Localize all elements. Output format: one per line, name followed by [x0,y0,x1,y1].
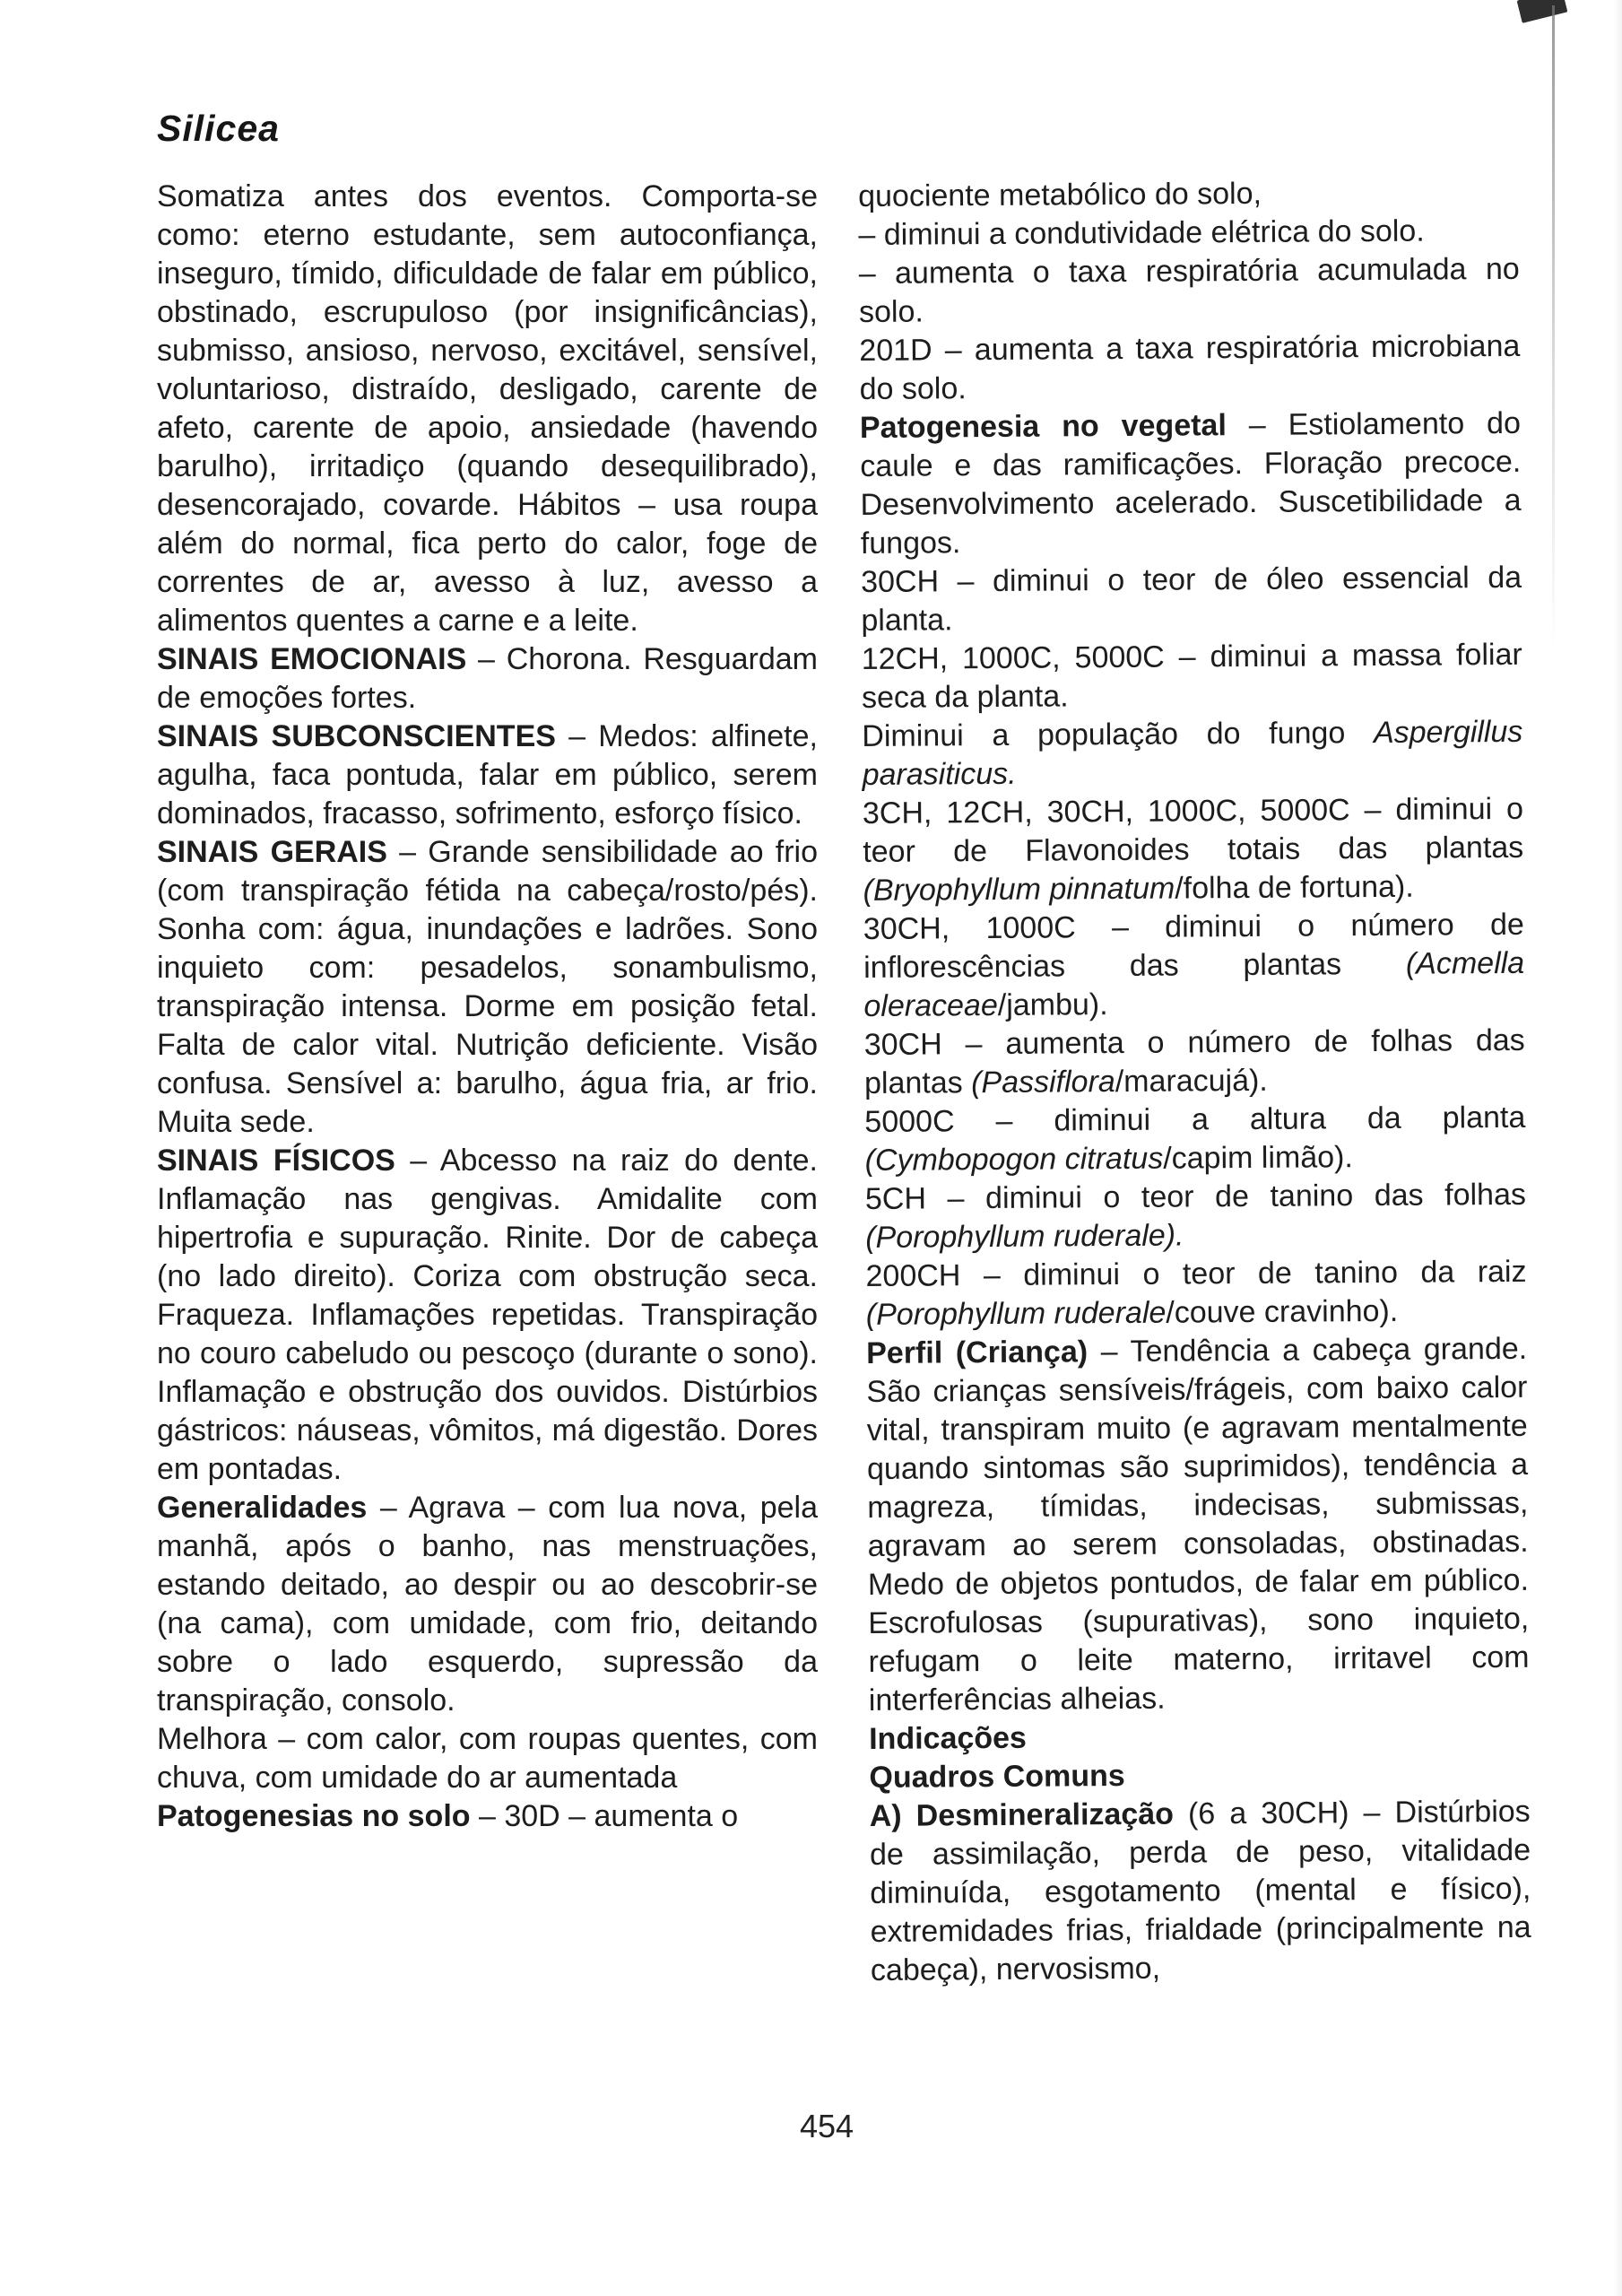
paragraph [864,1099,1526,1180]
species-name: (Acmella oleraceae [863,945,1525,1023]
paragraph [864,1022,1526,1103]
heading-text: A) Desmineralização [869,1796,1175,1833]
paragraph [858,173,1519,216]
body-text: /folha de fortuna). [1175,869,1414,906]
body-text: Somatiza antes dos eventos. Comporta-se como: eterno estudante, sem autoconfiança, inseguro, tímido, dificuldade de falar em público, obstinado, escrupuloso (por insignificâncias), submisso, ansioso, nervoso, excitável, sensível, voluntarioso, distraído, desligado, carente de afeto, carente de apoio, ansiedade (havendo barulho), irritadiço (quando desequilibrado), desencorajado, covarde. Hábitos – usa roupa além do normal, fica perto do calor, foge de correntes de ar, avesso à luz, avesso a alimentos quentes a carne e a leite. [157,179,818,638]
right-column [858,173,1531,1990]
body-text: 3CH, 12CH, 30CH, 1000C, 5000C – diminui o teor de Flavonoides totais das plantas [862,791,1524,869]
scan-edge-shadow [1613,0,1622,2296]
paragraph [157,640,818,718]
paragraph [157,178,818,640]
species-name: (Porophyllum ruderale). [865,1218,1184,1255]
paragraph [859,327,1521,409]
body-text: – Medos: alfinete, agulha, faca pontuda, falar em público, serem dominados, fracasso, sofrimento, esforço físico. [157,719,818,831]
body-text: /couve cravinho). [1166,1293,1399,1330]
left-column [157,178,818,1836]
species-name: (Cymbopogon citratus [864,1141,1164,1178]
heading-text: Quadros Comuns [869,1758,1125,1795]
paragraph [157,1797,818,1836]
paragraph [157,1142,818,1489]
body-text: 201D – aumenta a taxa respiratória microbiana do solo. [859,328,1521,406]
body-text: 5000C – diminui a altura da planta [864,1100,1526,1139]
heading-text: Indicações [869,1720,1028,1756]
heading-text: Generalidades [157,1491,368,1525]
body-text: – Grande sensibilidade ao frio (com transpiração fétida na cabeça/rosto/pés). Sonha com: água, inundações e ladrões. Sono inquieto com: pesadelos, sonambulismo, transpiração intensa. Dorme em posição fetal. Falta de calor vital. Nutrição deficiente. Visão confusa. Sensível a: barulho, água fria, ar frio. Muita sede. [157,835,818,1139]
body-text: quociente metabólico do solo, [858,176,1262,213]
paragraph [859,250,1521,332]
body-text: – diminui a condutividade elétrica do solo. [858,213,1425,252]
paragraph [157,1489,818,1720]
body-text: 5CH – diminui o teor de tanino das folhas [864,1177,1527,1216]
species-name: (Passiflora [971,1065,1115,1100]
paragraph [862,713,1523,795]
heading-text: Patogenesias no solo [157,1799,471,1833]
body-text: – Tendência a cabeça grande. São crianças sensíveis/frágeis, com baixo calor vital, transpiram muito (e agravam mentalmente quando sintomas são suprimidos), tendência a magreza, tímidas, indecisas, submissas, agravam ao serem consoladas, obstinadas. Medo de objetos pontudos, de falar em público. Escrofulosas (supurativas), sono inquieto, refugam o leite materno, irritavel com interferências alheias. [866,1331,1530,1718]
paragraph [865,1253,1527,1335]
paragraph [869,1754,1530,1797]
paragraph [869,1716,1530,1759]
body-text: – Abcesso na raiz do dente. Inflamação nas gengivas. Amidalite com hipertrofia e supuração. Rinite. Dor de cabeça (no lado direito). Coriza com obstrução seca. Fraqueza. Inflamações repetidas. Transpiração no couro cabeludo ou pescoço (durante o sono). Inflamação e obstrução dos ouvidos. Distúrbios gástricos: náuseas, vômitos, má digestão. Dores em pontadas. [157,1144,818,1486]
scan-edge-line-artifact [1552,5,1555,651]
page-title: Silicea [157,108,280,149]
body-text: 30CH – aumenta o número de folhas das plantas [863,1022,1525,1100]
heading-text: SINAIS EMOCIONAIS [157,642,467,676]
heading-text: SINAIS GERAIS [157,835,387,869]
body-text: – Chorona. Resguardam de emoções fortes. [157,642,818,715]
heading-text: Patogenesia no vegetal [859,408,1227,445]
paragraph [157,718,818,833]
heading-text: SINAIS FÍSICOS [157,1144,395,1178]
body-text: (6 a 30CH) – Distúrbios de assimilação, perda de peso, vitalidade diminuída, esgotamento (mental e físico), extremidades frias, frialdade (principalmente na cabeça), nervosismo, [869,1794,1531,1987]
paragraph [863,906,1525,1026]
species-name: (Bryophyllum pinnatum [863,871,1175,908]
species-name: (Porophyllum ruderale [865,1295,1167,1332]
paragraph [157,833,818,1142]
paragraph [157,1720,818,1797]
body-text: – aumenta o taxa respiratória acumulada no solo. [858,251,1520,329]
body-text: 12CH, 1000C, 5000C – diminui a massa foliar seca da planta. [861,637,1522,715]
paragraph [858,212,1519,255]
scan-corner-artifact [1517,0,1568,23]
paragraph [870,1793,1531,1990]
body-text: – Estiolamento do caule e das ramificações. Floração precoce. Desenvolvimento acelerado. Suscetibilidade a fungos. [860,405,1522,561]
heading-text: Perfil (Criança) [866,1335,1089,1370]
body-text: /capim limão). [1163,1140,1353,1176]
body-text: 200CH – diminui o teor de tanino da raiz [865,1254,1527,1293]
heading-text: SINAIS SUBCONSCIENTES [157,719,556,753]
body-text: 30CH – diminui o teor de óleo essencial da planta. [861,560,1522,638]
page-number: 454 [799,2108,854,2144]
body-text: – 30D – aumenta o [470,1799,739,1833]
body-text: 30CH, 1000C – diminui o número de inflorescências das plantas [863,907,1524,985]
paragraph [866,1330,1530,1720]
body-text: Diminui a população do fungo [862,716,1375,753]
paragraph [863,790,1524,910]
body-text: /jambu). [997,987,1108,1022]
paragraph [860,404,1522,563]
body-text: /maracujá). [1115,1063,1268,1100]
paragraph [865,1176,1527,1257]
species-name: Aspergillus parasiticus. [862,714,1523,792]
paragraph [861,559,1522,640]
body-text: Melhora – com calor, com roupas quentes, com chuva, com umidade do ar aumentada [157,1722,818,1795]
body-text: – Agrava – com lua nova, pela manhã, após o banho, nas menstruações, estando deitado, ao despir ou ao descobrir-se (na cama), com umidade, com frio, deitando sobre o lado esquerdo, supressão da transpiração, consolo. [157,1491,818,1718]
paragraph [862,636,1523,718]
